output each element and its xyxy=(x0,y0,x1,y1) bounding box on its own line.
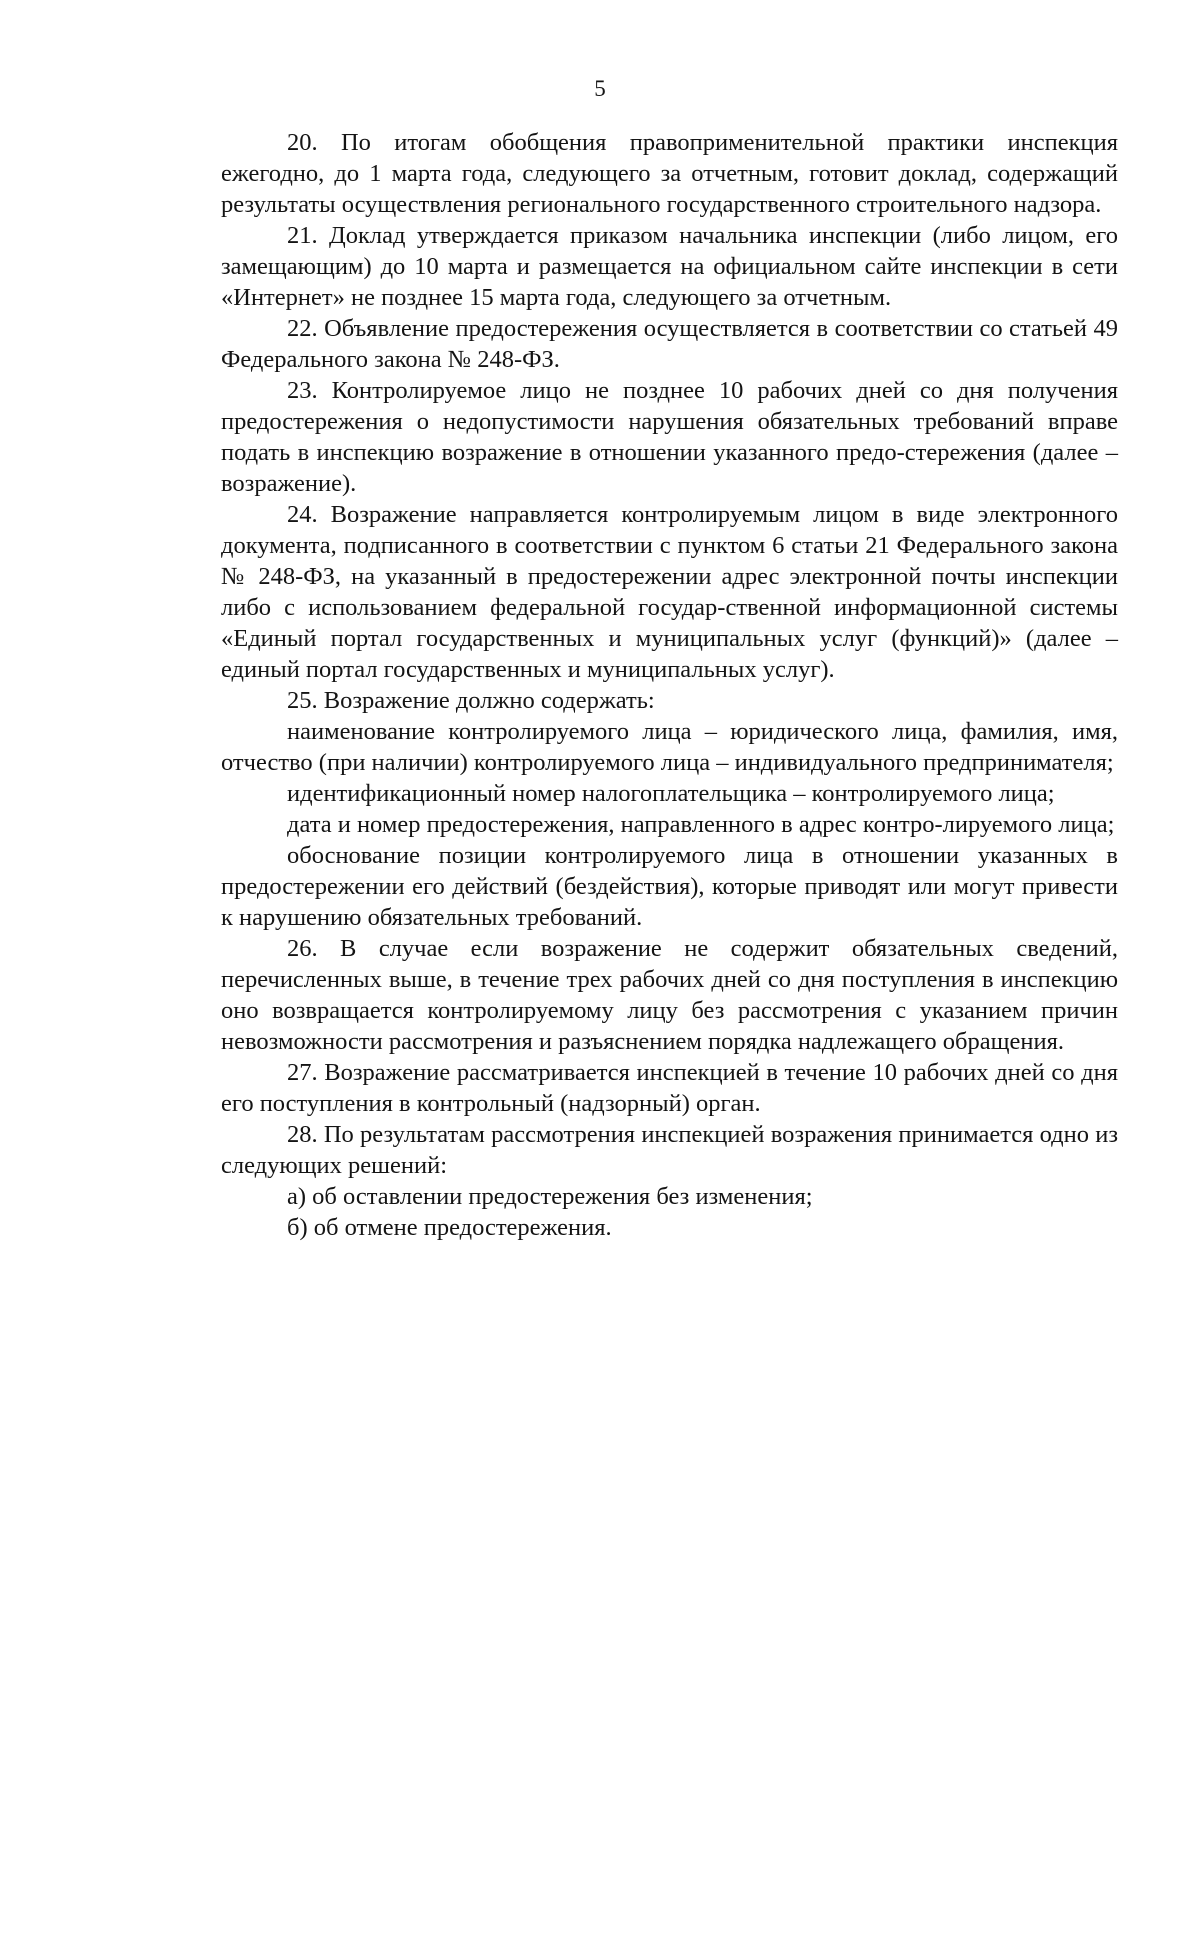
paragraph-27: 27. Возражение рассматривается инспекцией в течение 10 рабочих дней со дня его поступления в контрольный (надзорный) орган. xyxy=(221,1059,1118,1117)
paragraph-25-item-date: дата и номер предостережения, направленного в адрес контро-лируемого лица; xyxy=(287,811,1115,838)
paragraph-28-option-b: б) об отмене предостережения. xyxy=(287,1214,612,1241)
paragraph-23: 23. Контролируемое лицо не позднее 10 рабочих дней со дня получения предостережения о недопустимости нарушения обязательных требований вправе подать в инспекцию возражение в отношении указанного предо-стережения (далее – возражение). xyxy=(221,377,1118,497)
paragraph-25-item-name: наименование контролируемого лица – юридического лица, фамилия, имя, отчество (при наличии) контролируемого лица – индивидуального предпринимателя; xyxy=(221,718,1118,776)
document-body xyxy=(221,127,1118,1243)
paragraph-22: 22. Объявление предостережения осуществляется в соответствии со статьей 49 Федерального закона № 248-ФЗ. xyxy=(221,315,1118,373)
paragraph-28-option-a: а) об оставлении предостережения без изменения; xyxy=(287,1183,813,1210)
paragraph-25-item-inn: идентификационный номер налогоплательщика – контролируемого лица; xyxy=(287,780,1055,807)
paragraph-24: 24. Возражение направляется контролируемым лицом в виде электронного документа, подписанного в соответствии с пунктом 6 статьи 21 Федерального закона № 248-ФЗ, на указанный в предостережении адрес электронной почты инспекции либо с использованием федеральной государ-ственной информационной системы «Единый портал государственных и муниципальных услуг (функций)» (далее – единый портал государственных и муниципальных услуг). xyxy=(221,501,1118,683)
paragraph-20: 20. По итогам обобщения правоприменительной практики инспекция ежегодно, до 1 марта года, следующего за отчетным, готовит доклад, содержащий результаты осуществления регионального государственного строительного надзора. xyxy=(221,129,1118,218)
paragraph-26: 26. В случае если возражение не содержит обязательных сведений, перечисленных выше, в течение трех рабочих дней со дня поступления в инспекцию оно возвращается контролируемому лицу без рассмотрения с указанием причин невозможности рассмотрения и разъяснением порядка надлежащего обращения. xyxy=(221,935,1118,1055)
paragraph-21: 21. Доклад утверждается приказом начальника инспекции (либо лицом, его замещающим) до 10 марта и размещается на официальном сайте инспекции в сети «Интернет» не позднее 15 марта года, следующего за отчетным. xyxy=(221,222,1118,311)
page-number: 5 xyxy=(594,76,606,101)
paragraph-25: 25. Возражение должно содержать: xyxy=(287,687,655,714)
paragraph-28: 28. По результатам рассмотрения инспекцией возражения принимается одно из следующих решений: xyxy=(221,1121,1118,1179)
paragraph-25-item-justification: обоснование позиции контролируемого лица в отношении указанных в предостережении его действий (бездействия), которые приводят или могут привести к нарушению обязательных требований. xyxy=(221,842,1118,931)
